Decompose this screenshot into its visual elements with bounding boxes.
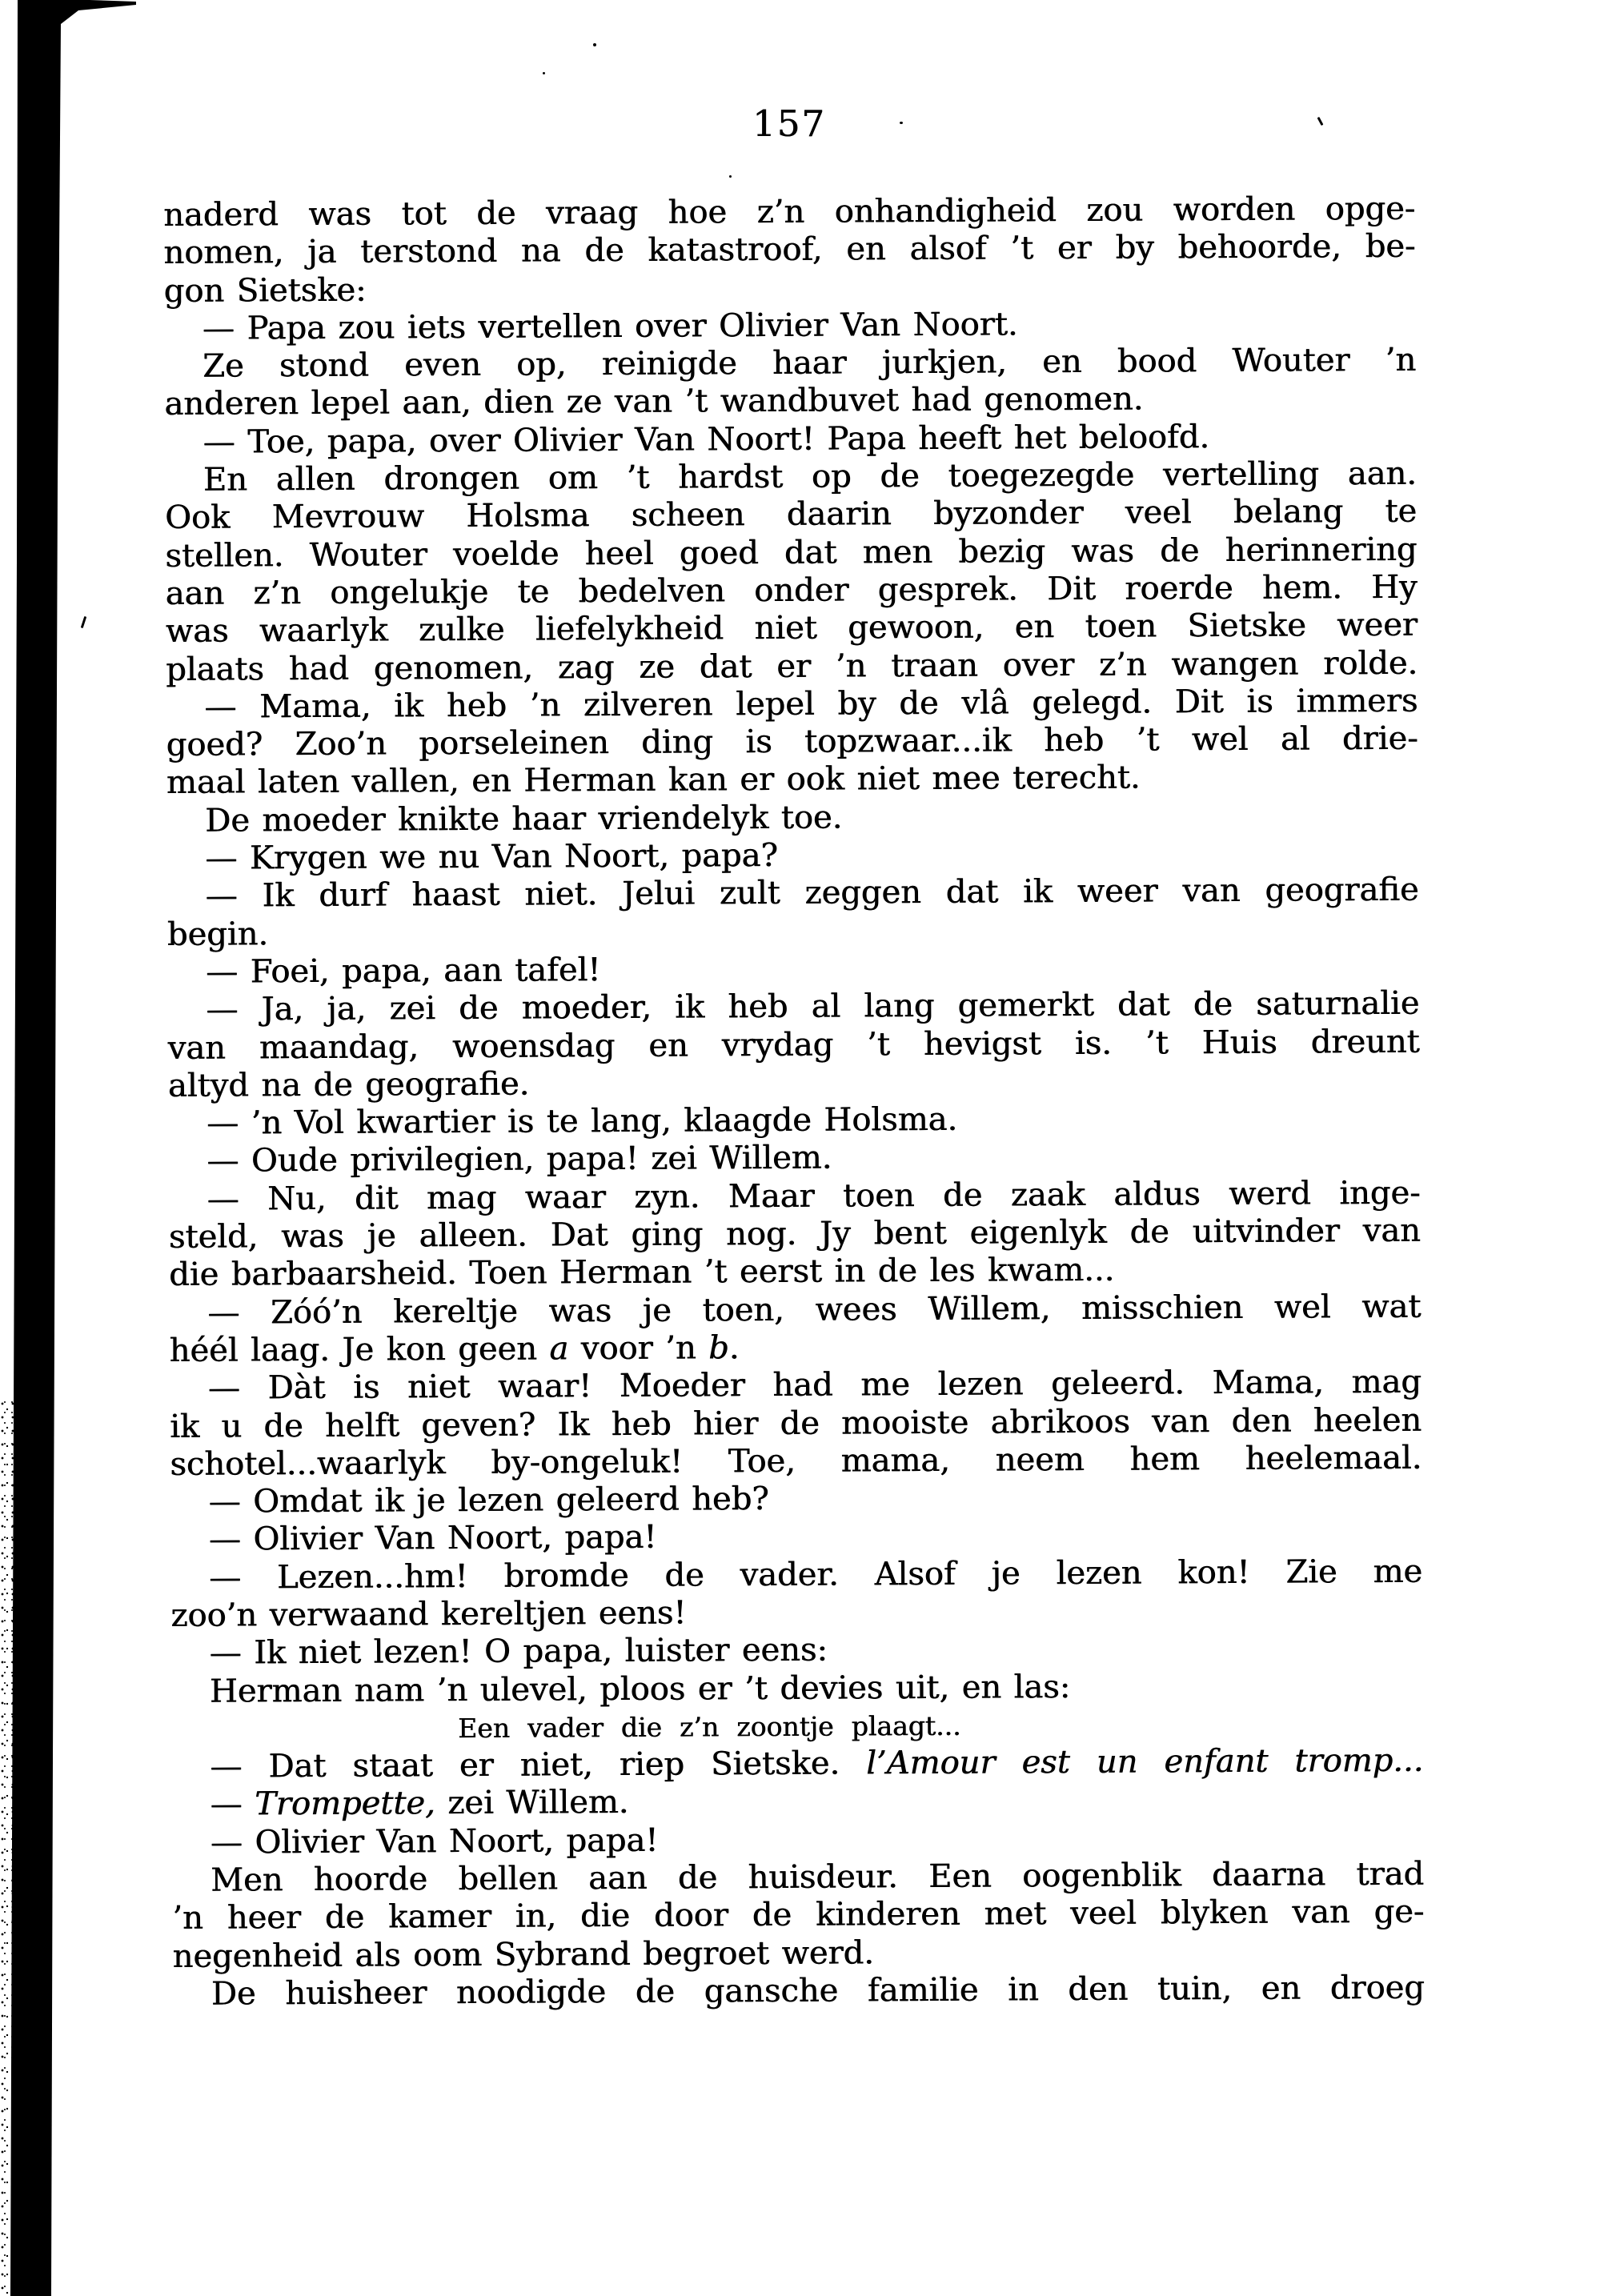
text-line	[170, 1440, 1422, 1484]
text-segment: Ook Mevrouw Holsma scheen daarin byzonder veel belang te	[164, 493, 1418, 537]
text-segment: aan z’n ongelukje te bedelven onder gesprek. Dit roerde hem. Hy	[165, 568, 1418, 612]
text-segment: — Dat staat er niet, riep Sietske.	[210, 1745, 867, 1785]
text-line	[172, 1818, 1424, 1862]
text-line	[168, 1175, 1420, 1219]
text-line	[173, 1969, 1425, 2014]
verse-quote-line	[171, 1705, 1423, 1749]
text-segment: De huisheer noodigde de gansche familie in den tuin, en droeg	[211, 1969, 1425, 2013]
text-line	[164, 379, 1416, 423]
text-segment: — Papa zou iets vertellen over Olivier Van Noort.	[202, 306, 1018, 347]
text-line	[170, 1515, 1422, 1559]
text-line	[166, 683, 1418, 727]
text-segment: — ’n Vol kwartier is te lang, klaagde Holsma.	[206, 1100, 958, 1142]
text-line	[165, 569, 1417, 613]
text-line	[165, 455, 1417, 499]
scan-gutter-noise	[0, 1400, 22, 2296]
text-line	[164, 304, 1416, 348]
text-segment: ’n heer de kamer in, die door de kinderen met veel blyken van ge-	[172, 1893, 1425, 1937]
text-line	[170, 1364, 1422, 1408]
scan-speckle	[593, 43, 596, 46]
text-line	[166, 834, 1418, 878]
text-line	[169, 1326, 1421, 1370]
text-line	[170, 1591, 1422, 1635]
text-line	[170, 1477, 1422, 1521]
text-line	[171, 1666, 1423, 1710]
text-line	[172, 1856, 1424, 1900]
text-segment: l’Amour est un enfant tromp...	[865, 1741, 1424, 1782]
text-segment: — Olivier Van Noort, papa!	[208, 1519, 657, 1559]
text-segment: — Lezen...hm! bromde de vader. Alsof je lezen kon! Zie me	[208, 1553, 1423, 1597]
text-line	[172, 1931, 1424, 1975]
text-line	[168, 1099, 1420, 1143]
text-segment: — Omdat ik je lezen geleerd heb?	[208, 1481, 769, 1521]
text-segment: maal laten vallen, en Herman kan er ook niet mee terecht.	[166, 759, 1141, 802]
text-segment: a	[549, 1330, 569, 1368]
text-segment: altyd na de geografie.	[167, 1065, 530, 1104]
text-segment: Trompette,	[254, 1785, 435, 1823]
text-segment: —	[210, 1785, 255, 1824]
text-line	[164, 342, 1416, 386]
text-segment: naderd was tot de vraag hoe z’n onhandigheid zou worden opge-	[163, 190, 1416, 234]
text-line	[166, 872, 1418, 916]
text-segment: die barbaarsheid. Toen Herman ’t eerst in de les kwam...	[168, 1252, 1115, 1294]
text-segment: ik u de helft geven? Ik heb hier de mooiste abrikoos van den heelen	[169, 1401, 1422, 1445]
text-segment: — Zóó’n kereltje was je toen, wees Willem, misschien wel wat	[207, 1288, 1422, 1332]
text-segment: En allen drongen om ’t hardst op de toegezegde vertelling aan.	[203, 455, 1417, 499]
text-segment: van maandag, woensdag en vrydag ’t hevigst is. ’t Huis dreunt	[167, 1023, 1420, 1067]
text-segment: — Ik durf haast niet. Jelui zult zeggen dat ik weer van geografie	[205, 872, 1419, 916]
text-line	[163, 190, 1415, 234]
text-segment: schotel...waarlyk by-ongeluk! Toe, mama, neem hem heelemaal.	[170, 1439, 1422, 1483]
text-segment: Herman nam ’n ulevel, ploos er ’t devies uit, en las:	[209, 1668, 1071, 1710]
text-line	[166, 796, 1418, 840]
text-segment: steld, was je alleen. Dat ging nog. Jy bent eigenlyk de uitvinder van	[168, 1212, 1421, 1256]
text-line	[165, 531, 1417, 575]
text-line	[163, 228, 1415, 272]
text-line	[169, 1212, 1421, 1256]
text-line	[171, 1780, 1423, 1824]
text-line	[168, 1061, 1420, 1105]
text-segment: Een vader die z’n zoontje plaagt...	[457, 1709, 961, 1744]
text-line	[169, 1250, 1421, 1294]
text-line	[172, 1893, 1424, 1937]
text-segment: — Dàt is niet waar! Moeder had me lezen geleerd. Mama, mag	[207, 1363, 1422, 1407]
text-line	[171, 1742, 1423, 1786]
text-segment: negenheid als oom Sybrand begroet werd.	[172, 1934, 874, 1975]
text-segment: begin.	[166, 915, 269, 953]
text-line	[168, 1136, 1420, 1180]
text-line	[166, 607, 1418, 651]
text-line	[167, 985, 1419, 1029]
text-line	[167, 948, 1419, 992]
text-segment: b	[708, 1329, 729, 1367]
text-segment: zoo’n verwaand kereltjen eens!	[170, 1594, 687, 1634]
text-line	[169, 1288, 1421, 1332]
text-segment: .	[728, 1329, 740, 1367]
text-line	[166, 758, 1418, 802]
text-line	[164, 418, 1416, 462]
text-segment: — Toe, papa, over Olivier Van Noort! Papa heeft het beloofd.	[203, 418, 1210, 461]
scan-tick-mark	[81, 616, 86, 628]
scan-speckle	[900, 122, 903, 124]
text-segment: gon Sietske:	[163, 271, 367, 310]
body-text	[163, 190, 1425, 2014]
text-segment: — Mama, ik heb ’n zilveren lepel by de vlâ gelegd. Dit is immers	[204, 682, 1418, 726]
text-segment: anderen lepel aan, dien ze van ’t wandbuvet had genomen.	[164, 381, 1144, 423]
text-line	[166, 720, 1418, 764]
text-segment: Ze stond even op, reinigde haar jurkjen, en bood Wouter ’n	[202, 341, 1417, 385]
text-segment: — Ja, ja, zei de moeder, ik heb al lang gemerkt dat de saturnalie	[206, 985, 1420, 1028]
scan-speckle	[543, 72, 545, 74]
text-line	[166, 644, 1418, 688]
page-number: 157	[752, 102, 826, 145]
text-segment: — Nu, dit mag waar zyn. Maar toen de zaak aldus werd inge-	[207, 1174, 1421, 1218]
text-line	[167, 909, 1419, 953]
text-segment: — Krygen we nu Van Noort, papa?	[205, 837, 778, 877]
text-line	[170, 1553, 1422, 1597]
scan-speckle	[729, 175, 732, 178]
text-segment: héél laag. Je kon geen	[169, 1330, 550, 1369]
text-segment: goed? Zoo’n porseleinen ding is topzwaar...ik heb ’t wel al drie-	[166, 719, 1418, 764]
text-segment: zei Willem.	[435, 1784, 629, 1822]
text-segment: — Ik niet lezen! O papa, luister eens:	[209, 1631, 828, 1673]
text-segment: nomen, ja terstond na de katastroof, en alsof ’t er by behoorde, be-	[163, 228, 1416, 272]
text-line	[167, 1023, 1419, 1067]
text-segment: stellen. Wouter voelde heel goed dat men bezig was de herinnering	[165, 531, 1418, 575]
text-line	[163, 266, 1415, 310]
text-line	[170, 1629, 1422, 1673]
text-segment: was waarlyk zulke liefelykheid niet gewoon, en toen Sietske weer	[165, 607, 1418, 651]
text-segment: De moeder knikte haar vriendelyk toe.	[204, 799, 843, 839]
text-segment: — Foei, papa, aan tafel!	[205, 952, 601, 991]
text-line	[165, 493, 1417, 537]
text-segment: plaats had genomen, zag ze dat er ’n traan over z’n wangen rolde.	[165, 644, 1418, 688]
text-line	[170, 1401, 1422, 1445]
text-segment: Men hoorde bellen aan de huisdeur. Een oogenblik daarna trad	[210, 1855, 1425, 1899]
text-segment: — Oude privilegien, papa! zei Willem.	[207, 1140, 832, 1180]
text-segment: — Olivier Van Noort, papa!	[210, 1821, 659, 1861]
text-segment: voor ’n	[568, 1329, 709, 1368]
